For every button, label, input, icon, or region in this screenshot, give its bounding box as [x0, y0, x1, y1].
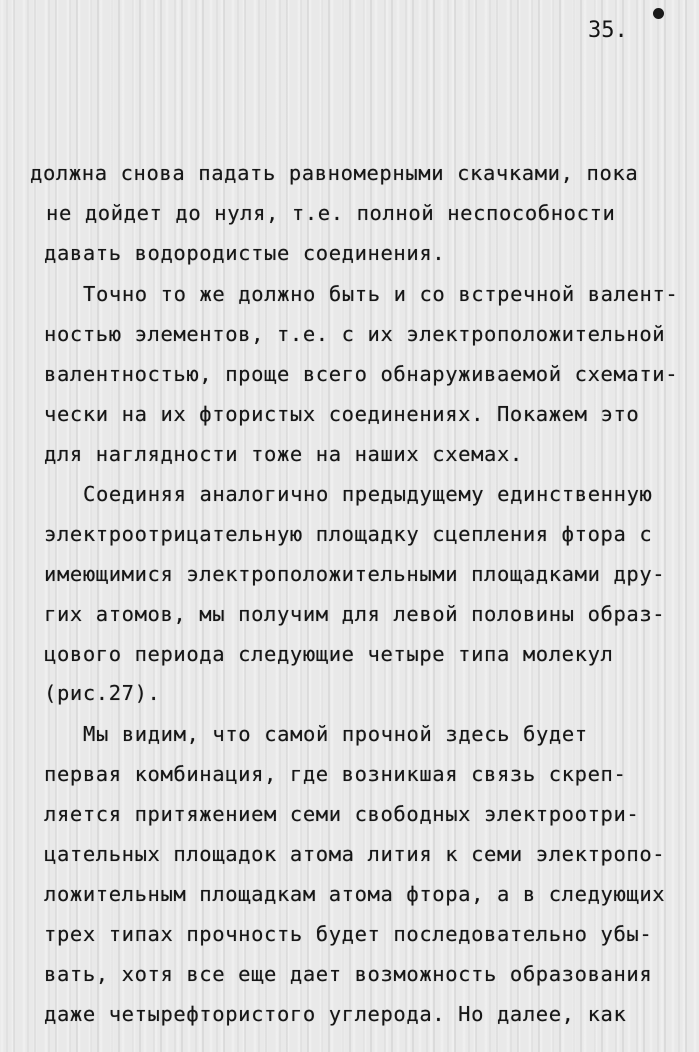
text-line: не дойдет до нуля, т.е. полной неспособности [46, 201, 616, 225]
text-line: Точно то же должно быть и со встречной валент- [83, 282, 679, 306]
text-line: цательных площадок атома лития к семи электропо- [44, 842, 666, 866]
text-line: даже четырефтористого углерода. Но далее, как [44, 1002, 627, 1026]
text-line: гих атомов, мы получим для левой половины образ- [44, 602, 666, 626]
text-line: имеющимися электроположительными площадками дру- [44, 562, 666, 586]
text-line: ляется притяжением семи свободных электроотри- [44, 802, 640, 826]
text-line: для наглядности тоже на наших схемах. [44, 442, 523, 466]
text-line: (рис.27). [44, 681, 161, 705]
text-line: давать водородистые соединения. [44, 241, 446, 265]
text-line: Мы видим, что самой прочной здесь будет [83, 722, 588, 746]
text-line: должна снова падать равномерными скачками, пока [30, 161, 639, 185]
text-line: валентностью, проще всего обнаруживаемой схемати- [44, 362, 679, 386]
text-line: ностью элементов, т.е. с их электроположительной [44, 322, 666, 346]
text-line: трех типах прочность будет последовательно убы- [44, 922, 653, 946]
page-number: 35. [588, 18, 628, 43]
text-line: ложительным площадкам атома фтора, а в следующих [44, 882, 666, 906]
text-line: чески на их фтористых соединениях. Покажем это [44, 402, 640, 426]
ink-dot-mark [653, 8, 664, 19]
text-line: цового периода следующие четыре типа молекул [44, 642, 614, 666]
text-line: электроотрицательную площадку сцепления фтора с [44, 522, 653, 546]
text-line: вать, хотя все еще дает возможность образования [44, 962, 653, 986]
text-line: Соединяя аналогично предыдущему единственную [83, 482, 653, 506]
text-line: первая комбинация, где возникшая связь скреп- [44, 762, 627, 786]
